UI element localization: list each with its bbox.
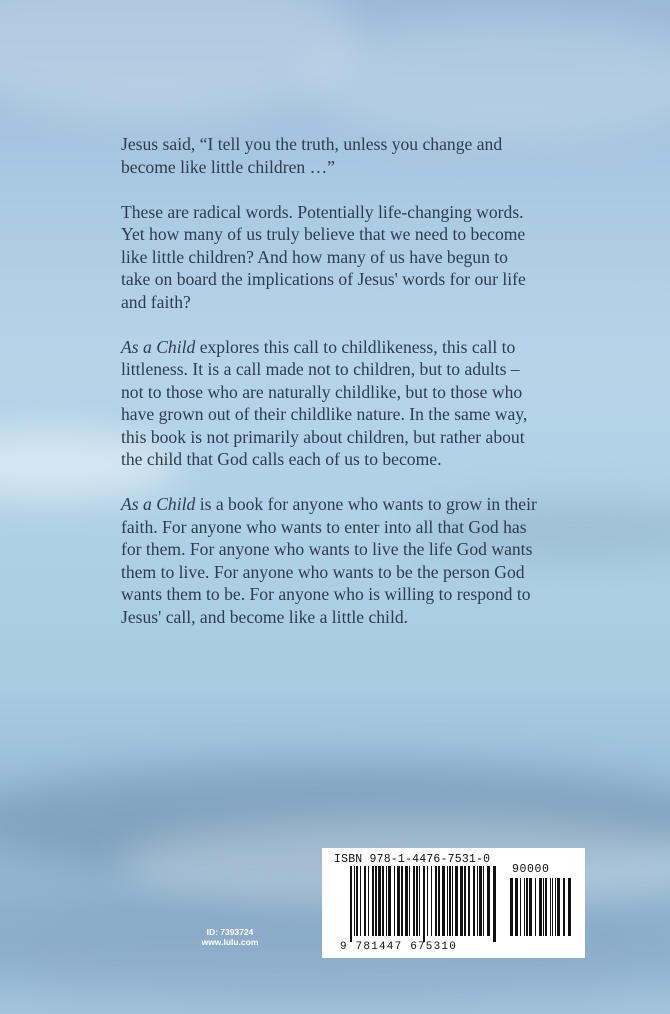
barcode-bar <box>397 866 400 936</box>
ean13-bars <box>350 866 496 942</box>
barcode-bar <box>468 866 470 936</box>
book-title-italic: As a Child <box>121 494 196 514</box>
barcode-bar <box>405 866 408 936</box>
barcode-bar <box>378 866 381 936</box>
barcode-bar <box>568 878 571 936</box>
barcode-bar <box>535 878 536 936</box>
price-code: 90000 <box>512 863 550 876</box>
barcode-bar <box>539 878 542 936</box>
barcode-bar <box>423 866 425 942</box>
blurb-paragraph-2: These are radical words. Potentially life-changing words. Yet how many of us truly believe that we need to become like little children? And how many of us have begun to take on board the implications of Jesus' words for our life and faith? <box>121 201 526 312</box>
isbn-barcode <box>322 848 585 958</box>
publisher-url: www.lulu.com <box>201 937 259 947</box>
barcode-bar <box>563 878 565 936</box>
barcode-bar <box>401 866 403 936</box>
blurb-paragraph-1: Jesus said, “I tell you the truth, unless you change and become like little children …” <box>121 134 503 177</box>
barcode-bar <box>555 878 556 936</box>
barcode-bar <box>364 866 366 936</box>
barcode-bar <box>372 866 374 936</box>
barcode-bar <box>449 866 451 936</box>
barcode-bar <box>550 878 551 936</box>
isbn-label: ISBN 978-1-4476-7531-0 <box>334 853 491 866</box>
barcode-bar <box>419 866 420 936</box>
barcode-bar <box>447 866 448 936</box>
barcode-bar <box>350 866 352 942</box>
barcode-bar <box>515 878 518 936</box>
barcode-bar <box>386 866 387 936</box>
barcode-bar <box>543 878 544 936</box>
barcode-bar <box>524 878 525 936</box>
barcode-bar <box>413 866 415 936</box>
barcode-bar <box>431 866 432 936</box>
publisher-imprint <box>180 927 280 947</box>
barcode-bar <box>487 866 490 936</box>
barcode-digits: 9 781447 675310 <box>340 941 458 953</box>
barcode-bar <box>510 878 513 936</box>
barcode-bar <box>557 878 560 936</box>
barcode-bar <box>477 866 478 936</box>
barcode-bar <box>356 866 358 936</box>
barcode-bar <box>473 866 475 936</box>
barcode-bar <box>479 866 482 936</box>
barcode-bar <box>354 866 355 936</box>
barcode-bar <box>483 866 484 936</box>
product-id: ID: 7393724 <box>206 927 254 937</box>
barcode-bar <box>394 866 395 936</box>
barcode-bar <box>493 866 496 942</box>
addon-bars <box>510 878 572 942</box>
blurb-paragraph-3 <box>121 336 541 471</box>
barcode-bar <box>552 878 553 936</box>
barcode-bar <box>388 866 391 936</box>
barcode-bar <box>452 866 453 936</box>
barcode-bar <box>520 878 521 936</box>
barcode-bar <box>460 866 463 936</box>
barcode-bar <box>435 866 437 936</box>
barcode-bar <box>464 866 466 936</box>
barcode-bar <box>416 866 418 936</box>
barcode-bar <box>375 866 377 936</box>
barcode-bar <box>529 878 532 936</box>
barcode-bar <box>382 866 384 936</box>
blurb-paragraph-3-text: explores this call to childlikeness, this call to littleness. It is a call made not to children, but to adults – not to those who are naturally childlike, but to those who have grown out of their childlike nature. In the same way, this book is not primarily about children, but rather about the child that God calls each of us to become. <box>121 336 528 469</box>
barcode-bar <box>455 866 458 936</box>
cloud <box>0 0 360 120</box>
barcode-bar <box>526 878 528 936</box>
barcode-bar <box>368 866 369 936</box>
barcode-bar <box>360 866 361 936</box>
back-cover-blurb <box>121 133 541 651</box>
barcode-bar <box>409 866 410 936</box>
barcode-bar <box>438 866 440 936</box>
blurb-paragraph-4 <box>121 493 541 628</box>
barcode-bar <box>442 866 445 936</box>
barcode-bar <box>427 866 428 936</box>
book-title-italic: As a Child <box>121 336 196 357</box>
blurb-paragraph-4-text: is a book for anyone who wants to grow in their faith. For anyone who wants to enter into all that God has for them. For anyone who wants to live the life God wants them to live. For anyone who wants to be the person God wants them to be. For anyone who is willing to respond to Jesus' call, and become like a little child. <box>121 494 537 627</box>
barcode-bar <box>545 878 547 936</box>
